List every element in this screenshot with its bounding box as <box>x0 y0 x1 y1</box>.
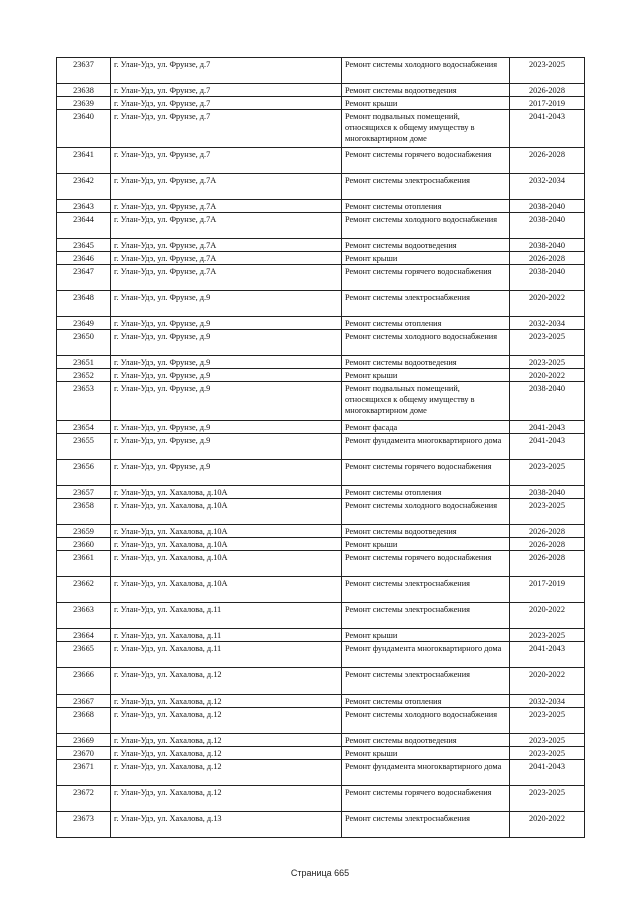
table-row <box>57 747 585 760</box>
table-row <box>57 760 585 786</box>
row-address: г. Улан-Удэ, ул. Хахалова, д.10А <box>111 525 342 538</box>
table-row <box>57 629 585 642</box>
row-work-type: Ремонт системы водоотведения <box>342 525 510 538</box>
row-work-type: Ремонт системы водоотведения <box>342 734 510 747</box>
row-period: 2017-2019 <box>510 577 585 603</box>
row-number: 23642 <box>57 174 111 200</box>
row-work-type: Ремонт системы электроснабжения <box>342 812 510 838</box>
row-address: г. Улан-Удэ, ул. Фрунзе, д.7 <box>111 97 342 110</box>
row-period: 2020-2022 <box>510 369 585 382</box>
row-period: 2038-2040 <box>510 239 585 252</box>
row-number: 23669 <box>57 734 111 747</box>
row-number: 23667 <box>57 695 111 708</box>
row-address: г. Улан-Удэ, ул. Фрунзе, д.7А <box>111 174 342 200</box>
row-number: 23662 <box>57 577 111 603</box>
row-address: г. Улан-Удэ, ул. Фрунзе, д.9 <box>111 460 342 486</box>
row-number: 23637 <box>57 58 111 84</box>
row-work-type: Ремонт подвальных помещений, относящихся к общему имуществу в многоквартирном доме <box>342 110 510 148</box>
row-address: г. Улан-Удэ, ул. Фрунзе, д.9 <box>111 382 342 421</box>
row-work-type: Ремонт системы отопления <box>342 200 510 213</box>
row-work-type: Ремонт системы горячего водоснабжения <box>342 551 510 577</box>
row-work-type: Ремонт системы электроснабжения <box>342 577 510 603</box>
row-number: 23673 <box>57 812 111 838</box>
row-number: 23652 <box>57 369 111 382</box>
row-number: 23663 <box>57 603 111 629</box>
row-address: г. Улан-Удэ, ул. Хахалова, д.10А <box>111 499 342 525</box>
table-row <box>57 603 585 629</box>
row-address: г. Улан-Удэ, ул. Фрунзе, д.9 <box>111 317 342 330</box>
row-work-type: Ремонт системы холодного водоснабжения <box>342 499 510 525</box>
row-address: г. Улан-Удэ, ул. Хахалова, д.12 <box>111 760 342 786</box>
row-address: г. Улан-Удэ, ул. Хахалова, д.13 <box>111 812 342 838</box>
row-number: 23655 <box>57 434 111 460</box>
row-work-type: Ремонт системы отопления <box>342 486 510 499</box>
row-number: 23668 <box>57 708 111 734</box>
table-row <box>57 174 585 200</box>
row-number: 23672 <box>57 786 111 812</box>
row-period: 2017-2019 <box>510 97 585 110</box>
row-period: 2041-2043 <box>510 434 585 460</box>
row-address: г. Улан-Удэ, ул. Хахалова, д.12 <box>111 734 342 747</box>
table-row <box>57 695 585 708</box>
table-row <box>57 291 585 317</box>
row-address: г. Улан-Удэ, ул. Хахалова, д.12 <box>111 695 342 708</box>
row-period: 2032-2034 <box>510 174 585 200</box>
row-number: 23643 <box>57 200 111 213</box>
row-period: 2023-2025 <box>510 629 585 642</box>
table-row <box>57 551 585 577</box>
row-address: г. Улан-Удэ, ул. Хахалова, д.10А <box>111 577 342 603</box>
row-number: 23661 <box>57 551 111 577</box>
table-row <box>57 356 585 369</box>
row-work-type: Ремонт крыши <box>342 97 510 110</box>
row-number: 23639 <box>57 97 111 110</box>
row-address: г. Улан-Удэ, ул. Хахалова, д.12 <box>111 747 342 760</box>
row-work-type: Ремонт фундамента многоквартирного дома <box>342 760 510 786</box>
row-period: 2026-2028 <box>510 148 585 174</box>
row-period: 2032-2034 <box>510 695 585 708</box>
row-address: г. Улан-Удэ, ул. Фрунзе, д.9 <box>111 291 342 317</box>
row-number: 23670 <box>57 747 111 760</box>
table-row <box>57 317 585 330</box>
row-number: 23653 <box>57 382 111 421</box>
row-work-type: Ремонт системы отопления <box>342 317 510 330</box>
row-address: г. Улан-Удэ, ул. Фрунзе, д.9 <box>111 330 342 356</box>
row-number: 23644 <box>57 213 111 239</box>
row-number: 23656 <box>57 460 111 486</box>
row-number: 23647 <box>57 265 111 291</box>
table-row <box>57 200 585 213</box>
row-address: г. Улан-Удэ, ул. Хахалова, д.11 <box>111 629 342 642</box>
table-row <box>57 499 585 525</box>
row-address: г. Улан-Удэ, ул. Хахалова, д.11 <box>111 642 342 668</box>
table-row <box>57 538 585 551</box>
row-period: 2020-2022 <box>510 291 585 317</box>
row-number: 23664 <box>57 629 111 642</box>
row-work-type: Ремонт крыши <box>342 747 510 760</box>
table-row <box>57 330 585 356</box>
row-period: 2026-2028 <box>510 525 585 538</box>
row-work-type: Ремонт крыши <box>342 369 510 382</box>
row-period: 2023-2025 <box>510 708 585 734</box>
table-row <box>57 642 585 668</box>
table-row <box>57 577 585 603</box>
row-period: 2026-2028 <box>510 252 585 265</box>
table-row <box>57 734 585 747</box>
row-work-type: Ремонт системы электроснабжения <box>342 291 510 317</box>
row-work-type: Ремонт системы холодного водоснабжения <box>342 58 510 84</box>
row-address: г. Улан-Удэ, ул. Хахалова, д.10А <box>111 538 342 551</box>
row-period: 2041-2043 <box>510 642 585 668</box>
row-period: 2032-2034 <box>510 317 585 330</box>
row-period: 2023-2025 <box>510 747 585 760</box>
row-number: 23666 <box>57 668 111 695</box>
row-work-type: Ремонт фасада <box>342 421 510 434</box>
row-address: г. Улан-Удэ, ул. Фрунзе, д.7А <box>111 252 342 265</box>
row-address: г. Улан-Удэ, ул. Фрунзе, д.7А <box>111 213 342 239</box>
row-work-type: Ремонт подвальных помещений, относящихся к общему имуществу в многоквартирном доме <box>342 382 510 421</box>
row-period: 2026-2028 <box>510 84 585 97</box>
row-address: г. Улан-Удэ, ул. Фрунзе, д.7 <box>111 110 342 148</box>
row-number: 23650 <box>57 330 111 356</box>
table-row <box>57 252 585 265</box>
table-row <box>57 382 585 421</box>
table-body <box>57 58 585 838</box>
row-address: г. Улан-Удэ, ул. Хахалова, д.12 <box>111 668 342 695</box>
row-period: 2023-2025 <box>510 499 585 525</box>
row-period: 2020-2022 <box>510 812 585 838</box>
row-period: 2041-2043 <box>510 421 585 434</box>
row-address: г. Улан-Удэ, ул. Фрунзе, д.7А <box>111 200 342 213</box>
table-row <box>57 58 585 84</box>
row-period: 2023-2025 <box>510 734 585 747</box>
row-address: г. Улан-Удэ, ул. Хахалова, д.10А <box>111 486 342 499</box>
row-period: 2038-2040 <box>510 265 585 291</box>
row-address: г. Улан-Удэ, ул. Фрунзе, д.9 <box>111 356 342 369</box>
row-address: г. Улан-Удэ, ул. Фрунзе, д.7А <box>111 265 342 291</box>
row-work-type: Ремонт системы водоотведения <box>342 239 510 252</box>
table-row <box>57 84 585 97</box>
table-row <box>57 421 585 434</box>
row-work-type: Ремонт системы отопления <box>342 695 510 708</box>
row-period: 2023-2025 <box>510 330 585 356</box>
row-period: 2020-2022 <box>510 603 585 629</box>
row-number: 23671 <box>57 760 111 786</box>
row-number: 23645 <box>57 239 111 252</box>
table-row <box>57 265 585 291</box>
table-row <box>57 486 585 499</box>
table-row <box>57 239 585 252</box>
row-work-type: Ремонт системы холодного водоснабжения <box>342 708 510 734</box>
row-number: 23657 <box>57 486 111 499</box>
row-number: 23641 <box>57 148 111 174</box>
row-number: 23658 <box>57 499 111 525</box>
row-number: 23640 <box>57 110 111 148</box>
row-period: 2026-2028 <box>510 538 585 551</box>
row-period: 2038-2040 <box>510 486 585 499</box>
row-work-type: Ремонт системы горячего водоснабжения <box>342 265 510 291</box>
row-work-type: Ремонт крыши <box>342 252 510 265</box>
row-number: 23649 <box>57 317 111 330</box>
row-work-type: Ремонт системы водоотведения <box>342 84 510 97</box>
table-row <box>57 786 585 812</box>
row-work-type: Ремонт крыши <box>342 629 510 642</box>
row-work-type: Ремонт фундамента многоквартирного дома <box>342 642 510 668</box>
row-period: 2023-2025 <box>510 460 585 486</box>
row-number: 23660 <box>57 538 111 551</box>
row-period: 2023-2025 <box>510 58 585 84</box>
row-period: 2023-2025 <box>510 786 585 812</box>
row-period: 2038-2040 <box>510 382 585 421</box>
row-work-type: Ремонт системы электроснабжения <box>342 174 510 200</box>
row-work-type: Ремонт системы холодного водоснабжения <box>342 330 510 356</box>
row-work-type: Ремонт системы водоотведения <box>342 356 510 369</box>
row-address: г. Улан-Удэ, ул. Фрунзе, д.7 <box>111 148 342 174</box>
table-row <box>57 434 585 460</box>
row-work-type: Ремонт системы электроснабжения <box>342 603 510 629</box>
row-address: г. Улан-Удэ, ул. Фрунзе, д.7 <box>111 84 342 97</box>
row-period: 2026-2028 <box>510 551 585 577</box>
row-number: 23659 <box>57 525 111 538</box>
row-address: г. Улан-Удэ, ул. Хахалова, д.10А <box>111 551 342 577</box>
table-row <box>57 148 585 174</box>
table-row <box>57 97 585 110</box>
row-number: 23654 <box>57 421 111 434</box>
table-row <box>57 525 585 538</box>
row-work-type: Ремонт системы горячего водоснабжения <box>342 148 510 174</box>
row-work-type: Ремонт крыши <box>342 538 510 551</box>
row-work-type: Ремонт фундамента многоквартирного дома <box>342 434 510 460</box>
table-row <box>57 460 585 486</box>
page-footer: Страница 665 <box>290 868 350 878</box>
row-number: 23648 <box>57 291 111 317</box>
row-address: г. Улан-Удэ, ул. Фрунзе, д.7А <box>111 239 342 252</box>
table-row <box>57 213 585 239</box>
table-row <box>57 708 585 734</box>
row-period: 2041-2043 <box>510 760 585 786</box>
row-period: 2023-2025 <box>510 356 585 369</box>
row-work-type: Ремонт системы горячего водоснабжения <box>342 460 510 486</box>
row-address: г. Улан-Удэ, ул. Фрунзе, д.9 <box>111 434 342 460</box>
row-address: г. Улан-Удэ, ул. Хахалова, д.12 <box>111 786 342 812</box>
row-period: 2038-2040 <box>510 200 585 213</box>
row-work-type: Ремонт системы холодного водоснабжения <box>342 213 510 239</box>
table-row <box>57 812 585 838</box>
row-address: г. Улан-Удэ, ул. Фрунзе, д.9 <box>111 369 342 382</box>
row-number: 23638 <box>57 84 111 97</box>
row-work-type: Ремонт системы горячего водоснабжения <box>342 786 510 812</box>
capital-repair-table <box>56 57 585 838</box>
row-number: 23646 <box>57 252 111 265</box>
row-number: 23665 <box>57 642 111 668</box>
row-number: 23651 <box>57 356 111 369</box>
row-address: г. Улан-Удэ, ул. Фрунзе, д.9 <box>111 421 342 434</box>
row-period: 2041-2043 <box>510 110 585 148</box>
row-period: 2038-2040 <box>510 213 585 239</box>
table-row <box>57 110 585 148</box>
table-row <box>57 369 585 382</box>
row-address: г. Улан-Удэ, ул. Хахалова, д.12 <box>111 708 342 734</box>
row-address: г. Улан-Удэ, ул. Хахалова, д.11 <box>111 603 342 629</box>
row-work-type: Ремонт системы электроснабжения <box>342 668 510 695</box>
table-row <box>57 668 585 695</box>
row-period: 2020-2022 <box>510 668 585 695</box>
row-address: г. Улан-Удэ, ул. Фрунзе, д.7 <box>111 58 342 84</box>
